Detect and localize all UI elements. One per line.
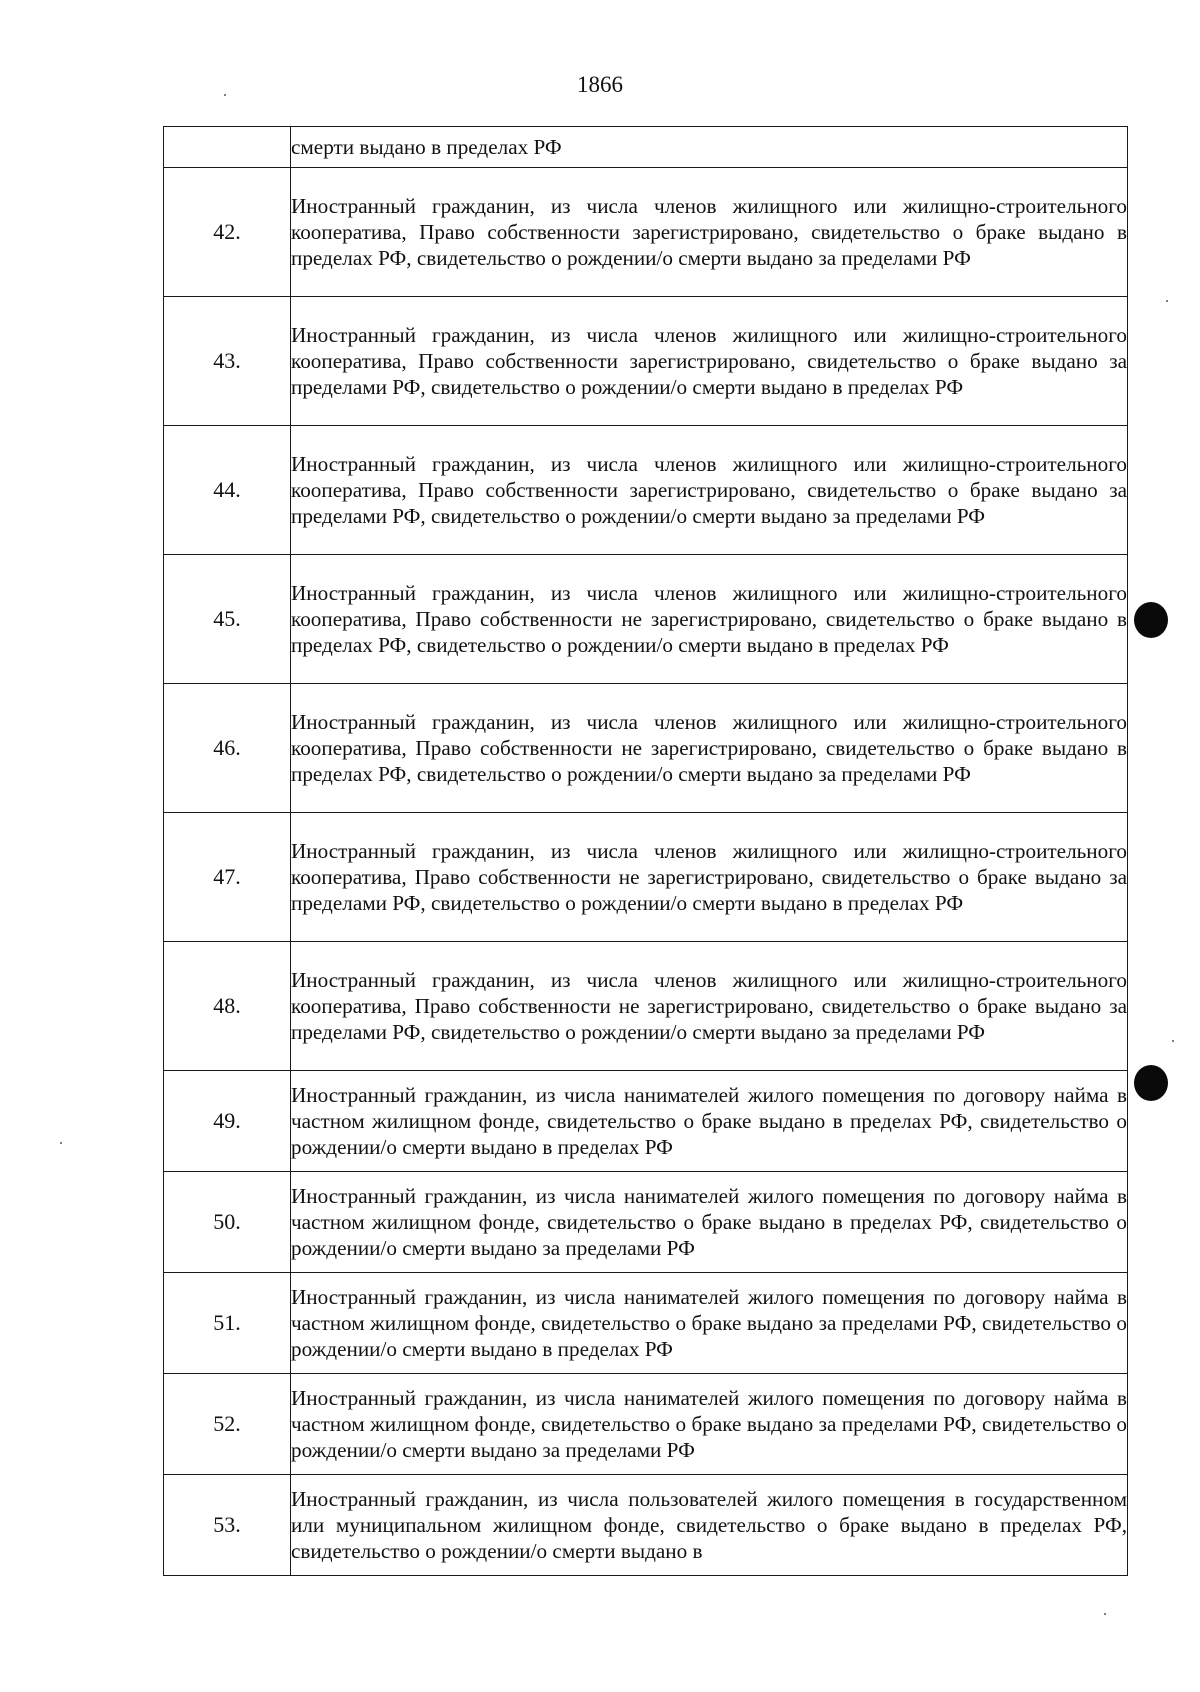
scan-speck: [224, 94, 226, 96]
row-text: Иностранный гражданин, из числа нанимателей жилого помещения по договору найма в частном жилищном фонде, свидетельство о браке выдано за пределами РФ, свидетельство о рождении/о смерти выдано за пределами РФ: [291, 1374, 1128, 1475]
row-number: 51.: [164, 1273, 291, 1374]
row-number: 45.: [164, 555, 291, 684]
row-number: 44.: [164, 426, 291, 555]
row-text: Иностранный гражданин, из числа членов жилищного или жилищно-строительного кооператива, Право собственности зарегистрировано, свидетельство о браке выдано за пределами РФ, свидетельство о рождении/о смерти выдано за пределами РФ: [291, 426, 1128, 555]
scan-speck: [1166, 300, 1168, 302]
table-row: [164, 813, 1128, 942]
table-row: [164, 1071, 1128, 1172]
scan-speck: [60, 1142, 62, 1144]
row-text: Иностранный гражданин, из числа пользователей жилого помещения в государственном или муниципальном жилищном фонде, свидетельство о браке выдано в пределах РФ, свидетельство о рождении/о смерти выдано в: [291, 1475, 1128, 1576]
row-text: Иностранный гражданин, из числа членов жилищного или жилищно-строительного кооператива, Право собственности не зарегистрировано, свидетельство о браке выдано за пределами РФ, свидетельство о рождении/о смерти выдано за пределами РФ: [291, 942, 1128, 1071]
row-text: Иностранный гражданин, из числа членов жилищного или жилищно-строительного кооператива, Право собственности не зарегистрировано, свидетельство о браке выдано в пределах РФ, свидетельство о рождении/о смерти выдано за пределами РФ: [291, 684, 1128, 813]
table-row: [164, 942, 1128, 1071]
table-row: [164, 1475, 1128, 1576]
page-number: 1866: [577, 72, 623, 97]
row-number: 50.: [164, 1172, 291, 1273]
row-number: 47.: [164, 813, 291, 942]
table-row: [164, 426, 1128, 555]
punch-hole-mark: [1134, 602, 1168, 638]
row-text: Иностранный гражданин, из числа членов жилищного или жилищно-строительного кооператива, Право собственности не зарегистрировано, свидетельство о браке выдано в пределах РФ, свидетельство о рождении/о смерти выдано в пределах РФ: [291, 555, 1128, 684]
row-text: Иностранный гражданин, из числа нанимателей жилого помещения по договору найма в частном жилищном фонде, свидетельство о браке выдано за пределами РФ, свидетельство о рождении/о смерти выдано в пределах РФ: [291, 1273, 1128, 1374]
table-row: [164, 127, 1128, 168]
scan-speck: [1104, 1613, 1106, 1615]
table-row: [164, 1273, 1128, 1374]
document-table: [163, 126, 1128, 1576]
row-text: Иностранный гражданин, из числа нанимателей жилого помещения по договору найма в частном жилищном фонде, свидетельство о браке выдано в пределах РФ, свидетельство о рождении/о смерти выдано в пределах РФ: [291, 1071, 1128, 1172]
table-row: [164, 555, 1128, 684]
row-number: 49.: [164, 1071, 291, 1172]
scan-speck: [1172, 1040, 1174, 1042]
row-number: [164, 127, 291, 168]
punch-hole-mark: [1134, 1065, 1168, 1101]
row-number: 52.: [164, 1374, 291, 1475]
row-number: 53.: [164, 1475, 291, 1576]
row-number: 43.: [164, 297, 291, 426]
row-text: Иностранный гражданин, из числа членов жилищного или жилищно-строительного кооператива, Право собственности не зарегистрировано, свидетельство о браке выдано за пределами РФ, свидетельство о рождении/о смерти выдано в пределах РФ: [291, 813, 1128, 942]
table-row: [164, 1172, 1128, 1273]
row-number: 46.: [164, 684, 291, 813]
table-row: [164, 168, 1128, 297]
table-row: [164, 1374, 1128, 1475]
table-row: [164, 684, 1128, 813]
row-text: смерти выдано в пределах РФ: [291, 127, 1128, 168]
row-text: Иностранный гражданин, из числа членов жилищного или жилищно-строительного кооператива, Право собственности зарегистрировано, свидетельство о браке выдано в пределах РФ, свидетельство о рождении/о смерти выдано за пределами РФ: [291, 168, 1128, 297]
row-number: 42.: [164, 168, 291, 297]
row-text: Иностранный гражданин, из числа членов жилищного или жилищно-строительного кооператива, Право собственности зарегистрировано, свидетельство о браке выдано за пределами РФ, свидетельство о рождении/о смерти выдано в пределах РФ: [291, 297, 1128, 426]
table-row: [164, 297, 1128, 426]
row-text: Иностранный гражданин, из числа нанимателей жилого помещения по договору найма в частном жилищном фонде, свидетельство о браке выдано в пределах РФ, свидетельство о рождении/о смерти выдано за пределами РФ: [291, 1172, 1128, 1273]
row-number: 48.: [164, 942, 291, 1071]
